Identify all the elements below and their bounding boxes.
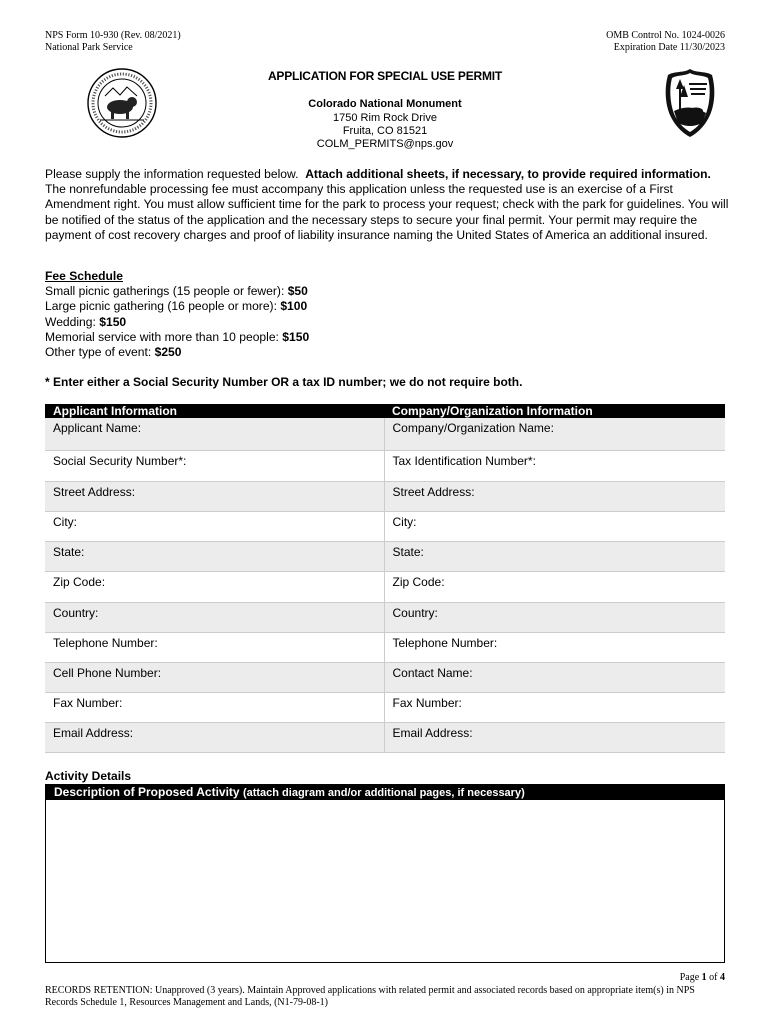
page-of: of xyxy=(709,972,718,983)
park-city: Fruita, CO 81521 xyxy=(342,125,428,137)
agency-name: National Park Service xyxy=(45,42,133,53)
expiration-date: Expiration Date 11/30/2023 xyxy=(613,42,725,53)
fee-schedule xyxy=(45,269,309,360)
activity-details-heading: Activity Details xyxy=(45,769,132,783)
page-total: 4 xyxy=(720,972,725,983)
park-email: COLM_PERMITS@nps.gov xyxy=(316,138,454,150)
company-contact-name-field[interactable]: Contact Name: xyxy=(384,662,725,692)
intro-bold: Attach additional sheets, if necessary, to provide required information. xyxy=(305,167,711,181)
fee-schedule-heading: Fee Schedule xyxy=(45,269,123,283)
company-zip-field[interactable]: Zip Code: xyxy=(384,571,725,602)
company-country-field[interactable]: Country: xyxy=(384,602,725,632)
records-retention-note: RECORDS RETENTION: Unapproved (3 years). Maintain Approved applications with related permit and associated records based on appropriate item(s) in NPS Records Schedule 1, Resources Management and Lands, (N1-79-08-1) xyxy=(45,985,695,1008)
park-address: 1750 Rim Rock Drive xyxy=(333,112,437,124)
fee-price: $250 xyxy=(154,345,182,360)
fee-label: Other type of event: xyxy=(45,345,152,360)
fee-item xyxy=(45,315,309,330)
fee-item xyxy=(45,284,309,299)
activity-description-note: (attach diagram and/or additional pages, if necessary) xyxy=(242,787,525,799)
intro-lead: Please supply the information requested below. xyxy=(45,167,299,181)
form-header-left xyxy=(45,30,181,54)
form-number: NPS Form 10-930 (Rev. 08/2021) xyxy=(45,30,181,41)
page-number xyxy=(680,972,725,983)
applicant-city-field[interactable]: City: xyxy=(45,511,384,541)
applicant-name-field[interactable]: Applicant Name: xyxy=(45,418,384,450)
fee-label: Memorial service with more than 10 people: xyxy=(45,329,279,344)
company-city-field[interactable]: City: xyxy=(384,511,725,541)
park-name: Colorado National Monument xyxy=(308,98,462,110)
applicant-telephone-field[interactable]: Telephone Number: xyxy=(45,632,384,662)
form-title: APPLICATION FOR SPECIAL USE PERMIT xyxy=(267,69,503,83)
applicant-email-field[interactable]: Email Address: xyxy=(45,722,384,752)
fee-item xyxy=(45,330,309,345)
company-telephone-field[interactable]: Telephone Number: xyxy=(384,632,725,662)
ssn-field[interactable]: Social Security Number*: xyxy=(45,450,384,481)
applicant-country-field[interactable]: Country: xyxy=(45,602,384,632)
omb-control-number: OMB Control No. 1024-0026 xyxy=(606,30,725,41)
applicant-company-table xyxy=(45,404,725,753)
fee-price: $150 xyxy=(282,329,310,344)
fee-label: Wedding: xyxy=(45,314,96,329)
fee-label: Large picnic gathering (16 people or more): xyxy=(45,299,277,314)
activity-description-box xyxy=(45,784,725,963)
activity-description-header xyxy=(46,785,724,800)
activity-description-input[interactable] xyxy=(46,800,724,960)
fee-price: $100 xyxy=(280,299,308,314)
page-prefix: Page xyxy=(679,972,700,983)
company-state-field[interactable]: State: xyxy=(384,541,725,571)
form-header-right xyxy=(606,30,725,54)
tax-id-field[interactable]: Tax Identification Number*: xyxy=(384,450,725,481)
company-name-field[interactable]: Company/Organization Name: xyxy=(384,418,725,450)
instructions-paragraph xyxy=(45,167,730,243)
ssn-note: * Enter either a Social Security Number OR a tax ID number; we do not require both. xyxy=(45,375,523,389)
applicant-cell-field[interactable]: Cell Phone Number: xyxy=(45,662,384,692)
intro-rest: The nonrefundable processing fee must accompany this application unless the requested use is an exercise of a First Amendment right. You must allow sufficient time for the park to process your request; check with the park for guidelines. You will be notified of the status of the application and the necessary steps to secure your final permit. Your permit may require the payment of cost recovery charges and proof of liability insurance naming the United States of America an additional insured. xyxy=(45,182,729,242)
applicant-fax-field[interactable]: Fax Number: xyxy=(45,692,384,722)
company-street-field[interactable]: Street Address: xyxy=(384,481,725,511)
applicant-info-header: Applicant Information xyxy=(45,404,384,418)
page-current: 1 xyxy=(701,972,707,983)
applicant-zip-field[interactable]: Zip Code: xyxy=(45,571,384,602)
applicant-street-field[interactable]: Street Address: xyxy=(45,481,384,511)
fee-price: $150 xyxy=(99,314,127,329)
company-info-header: Company/Organization Information xyxy=(384,404,725,418)
fee-item xyxy=(45,345,309,360)
fee-price: $50 xyxy=(287,284,308,299)
fee-label: Small picnic gatherings (15 people or fewer): xyxy=(45,284,285,299)
fee-item xyxy=(45,299,309,314)
applicant-state-field[interactable]: State: xyxy=(45,541,384,571)
company-email-field[interactable]: Email Address: xyxy=(384,722,725,752)
activity-description-label: Description of Proposed Activity xyxy=(54,785,240,799)
company-fax-field[interactable]: Fax Number: xyxy=(384,692,725,722)
